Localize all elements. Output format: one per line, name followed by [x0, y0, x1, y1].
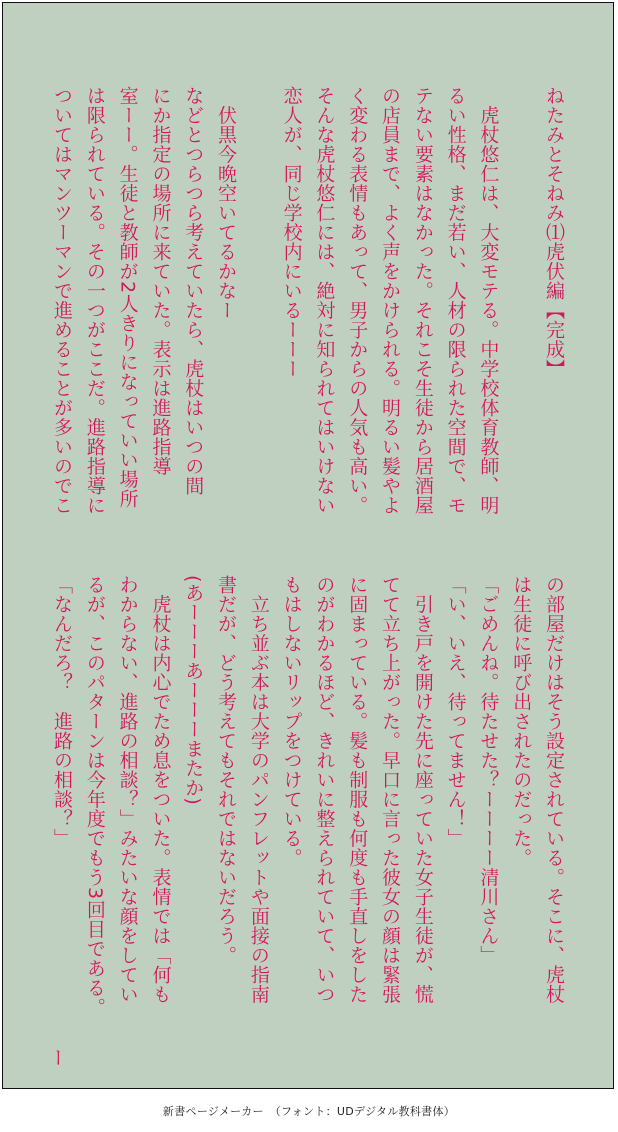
page-number: ー	[46, 1047, 68, 1067]
upper-text-column: ねたみとそねみ⑴虎伏編【完成】 虎杖悠仁は、大変モテる。中学校体育教師、明 るい性格、まだ若い、人材の限られた空間で、モ テない要素はなかった。それこそ生徒から居酒屋 の店員まで、よく声をかけられる。明るい髪やよ く変わる表情もあって、男子からの人気も高い。 そんな虎杖悠仁には、絶対に知られてはいけない 恋人が、同じ学校内にいるーーー 伏黒今晩空いてるかなー などとつらつら考えていたら、虎杖はいつの間 にか指定の場所に来ていた。表示は進路指導 室ーー。生徒と教師が2人きりになっていい場所 は限られている。その一つがここだ。進路指導に ついてはマンツーマンで進めることが多いのでこ	[51, 86, 565, 515]
lower-text-column: の部屋だけはそう設定されている。そこに、虎杖 は生徒に呼び出されたのだった。 「ごめんね。待たせた？ーーーー清川さん」 「い、いえ、待ってません！」 引き戸を開けた先に座っていた女子生徒が、慌 てて立ち上がった。早口に言った彼女の顔は緊張 に固まっている。髪も制服も何度も手直しをした のがわかるほど、きれいに整えられていて、いつ もはしないリップをつけている。 立ち並ぶ本は大学のパンフレットや面接の指南 書だが、どう考えてもそれではないだろう。 (あーーーあーーーまたか) 虎杖は内心でため息をついた。表情では「何も わからない、進路の相談？」みたいな顔をしてい るが、このパターンは今年度でもう3回目である。 「なんだろ？ 進路の相談？」	[51, 575, 565, 1017]
footer-credit: 新書ページメーカー （フォント：UDデジタル教科書体）	[162, 1105, 456, 1118]
novel-page	[2, 2, 614, 1089]
